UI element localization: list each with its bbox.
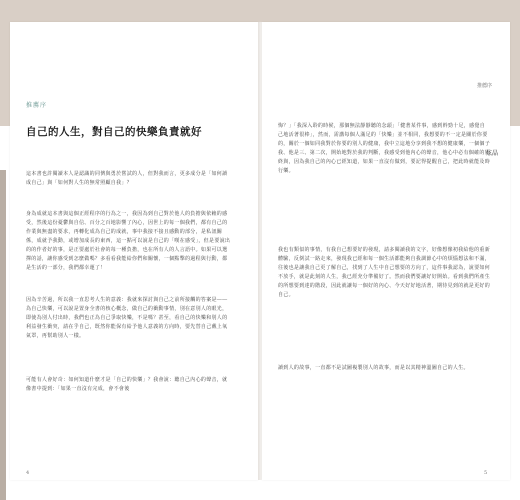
right-paragraph: 讀到人的故事，一直都不是試圖複製別人的故事，而是以其精神溫圖自己的人生。 [278,365,469,371]
right-paragraph: 我也有類似的事情，有我自己想要好的發現，請多閱讀我的文字，好像想像初我給他的重新體驗，反倒試一路走來，發現我已經和每一個生活都能夠自我調節心中的煩惱想法和不滿，往後也是讓我自己更了解自己，找到了人生中自己想要的方向了，這件事我認為，說要如何不放手，就是此刻的人生，我已經充分準備好了。然而我們要讓好好開始。看到我們所產生的所想要到達的階段，因此就讓每一個好的內心、今天好好地活著，期待見到的就是更好的自己。 [278,247,491,298]
left-paragraph: 因為辛苦過，所以我一直思考人生的意義：我就來探討與自己之前所接觸的答案是――為自己快樂，可以說是置身全書的核心概念，做自己的衝動事情，別在意別人的眼光，即使為別人付出時，我們也正為自己爭取快樂，不是嗎？甚至，看自己的快樂和別人的利益發生衝突，請在乎自己，既然你能保有給予他人意義的方向時，要先替自己戴上氧氣罩，再幫助別人一樣。 [26,297,228,339]
left-paragraph: 這本書也許閱讀本人是認識的同儕與勇於嘗試的人，但對我而言，更多成分是「如何讀成自己」與「如何對人生的無常照顧自我」？ [26,171,228,186]
left-paragraph: 可能有人會好奇：如何知道什麼才是「自己的快樂」？我會說：聽自己內心的聲音，就像書中提到：「如果一直沒有完成，會不會後 [26,377,228,392]
page-number-right: 5 [484,470,488,476]
right-paragraph: 悔？」「我深入聆的時候，那個無法靜靜聽的念頭」「健著某件事，感到幹勁十足，感覺自己地活著很棒」，然而，需講每個人滿足的「快樂」並不相同，我想要的不一定是關於你要的，關於一個如同我對於你要的別人的健康，我中立這地分享到我不想的健康樂，一個個子我、他是三、第二次，開始地對於我的判斷，我感受到他內心的聲音，他心中必有個確的始終與，因為我自己的內心已經知道，如果一直沒有做到，要記得提醒自己，把此時就能及時行樂。 [278,123,491,174]
page-number-left: 4 [26,470,30,476]
running-head: 推薦序 [476,83,492,89]
left-paragraph: 身為成就這本書與這個正經程序的行為之一，我因為到自己對於他人的負擔與依賴的感受，然後這份憂鬱與自信、百分之百地影響了內心，因世上的每一個我們，都有自己的作業與無盡的要求，再轉化成為自己的成就，事中我接不接且感動的部分，是私訊關係，成就予我動，或增加成長的東西，這一點可以說是自己的「嘆在感受」，但是要說出的的作者好的事，是正要處於社會的每一種負擔，也在所有人的人言語中。如果可以選擇的話，讓你感受到怎麼做嗎？多看看我能給你們和關懷，一個點擊的過程與行動，都是生活的一部分，我們都幸運了！ [26,211,231,271]
chapter-title: 自己的人生，對自己的快樂負責就好 [26,126,202,138]
author-name: 炫晶 [485,150,498,157]
side-strip [0,170,6,500]
section-tag: 推薦序 [26,102,48,109]
